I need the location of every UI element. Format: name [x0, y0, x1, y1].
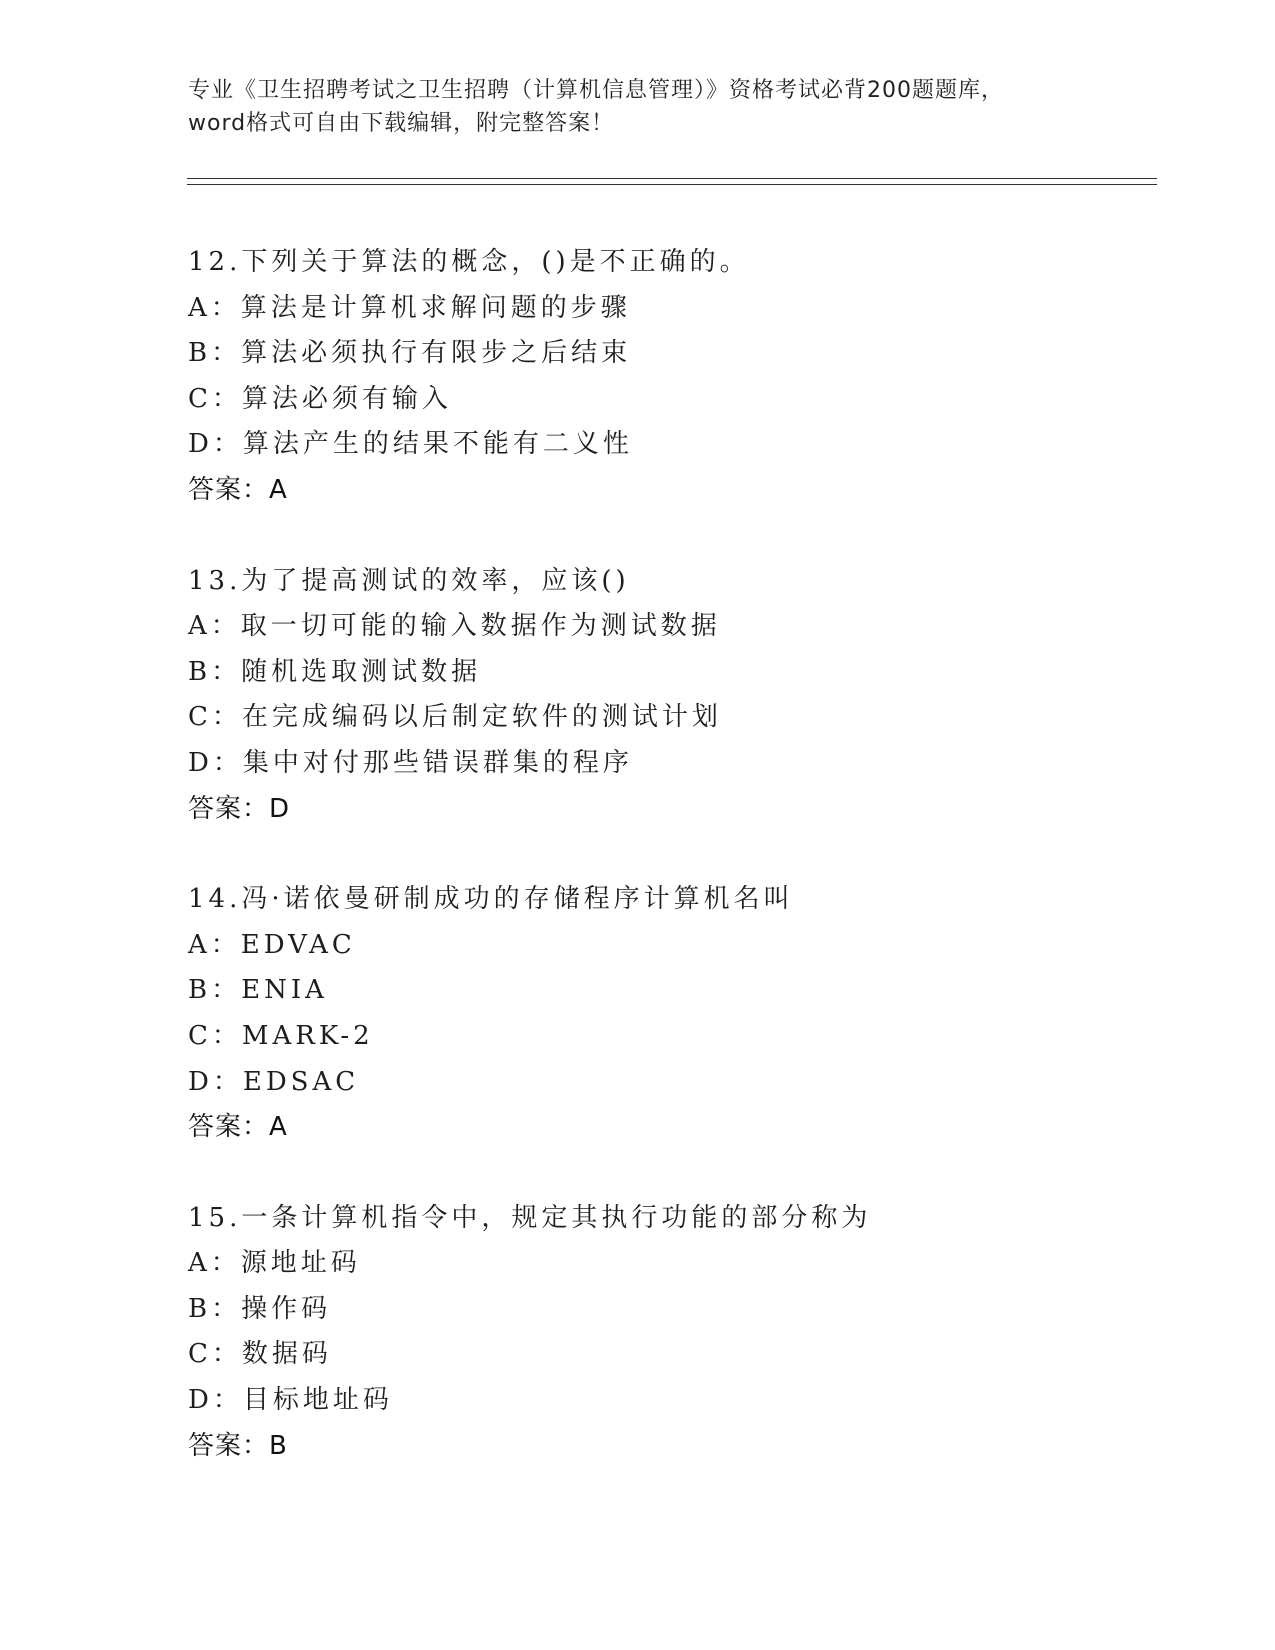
option-c: C：数据码: [188, 1339, 332, 1370]
option-c: C：MARK-2: [188, 1020, 374, 1051]
option-d: D：目标地址码: [188, 1385, 393, 1416]
option-a: A：算法是计算机求解问题的步骤: [188, 292, 631, 323]
question-spacer: [188, 1151, 1148, 1196]
question-13: [188, 559, 1148, 833]
question-spacer: [188, 832, 1148, 877]
option-d: D：算法产生的结果不能有二义性: [188, 429, 633, 460]
option-a: A：取一切可能的输入数据作为测试数据: [188, 611, 721, 642]
question-12: [188, 240, 1148, 514]
question-15: [188, 1196, 1148, 1470]
document-header: [188, 74, 1088, 140]
question-stem: 15.一条计算机指令中，规定其执行功能的部分称为: [188, 1202, 872, 1233]
option-d: D：EDSAC: [188, 1066, 360, 1097]
question-spacer: [188, 514, 1148, 559]
option-b: B：操作码: [188, 1293, 332, 1324]
option-d: D：集中对付那些错误群集的程序: [188, 747, 633, 778]
option-a: A：EDVAC: [188, 929, 356, 960]
answer-label: 答案：A: [188, 1112, 288, 1143]
option-c: C：在完成编码以后制定软件的测试计划: [188, 702, 722, 733]
answer-label: 答案：D: [188, 793, 291, 824]
option-b: B：ENIA: [188, 975, 328, 1006]
question-14: [188, 877, 1148, 1151]
header-title-line-2: word格式可自由下载编辑，附完整答案！: [188, 111, 615, 136]
option-b: B：算法必须执行有限步之后结束: [188, 338, 632, 369]
option-c: C：算法必须有输入: [188, 383, 452, 414]
question-stem: 13.为了提高测试的效率，应该(): [188, 565, 630, 596]
question-stem: 14.冯·诺依曼研制成功的存储程序计算机名叫: [188, 884, 794, 915]
header-divider-bottom: [187, 184, 1157, 185]
header-divider-top: [187, 178, 1157, 179]
question-stem: 12.下列关于算法的概念，()是不正确的。: [188, 247, 750, 277]
question-list: [188, 240, 1148, 1469]
answer-label: 答案：A: [188, 474, 288, 505]
answer-label: 答案：B: [188, 1430, 288, 1461]
option-b: B：随机选取测试数据: [188, 656, 482, 687]
option-a: A：源地址码: [188, 1248, 361, 1279]
header-title-line-1: 专业《卫生招聘考试之卫生招聘（计算机信息管理）》资格考试必背200题题库，: [188, 78, 1004, 103]
